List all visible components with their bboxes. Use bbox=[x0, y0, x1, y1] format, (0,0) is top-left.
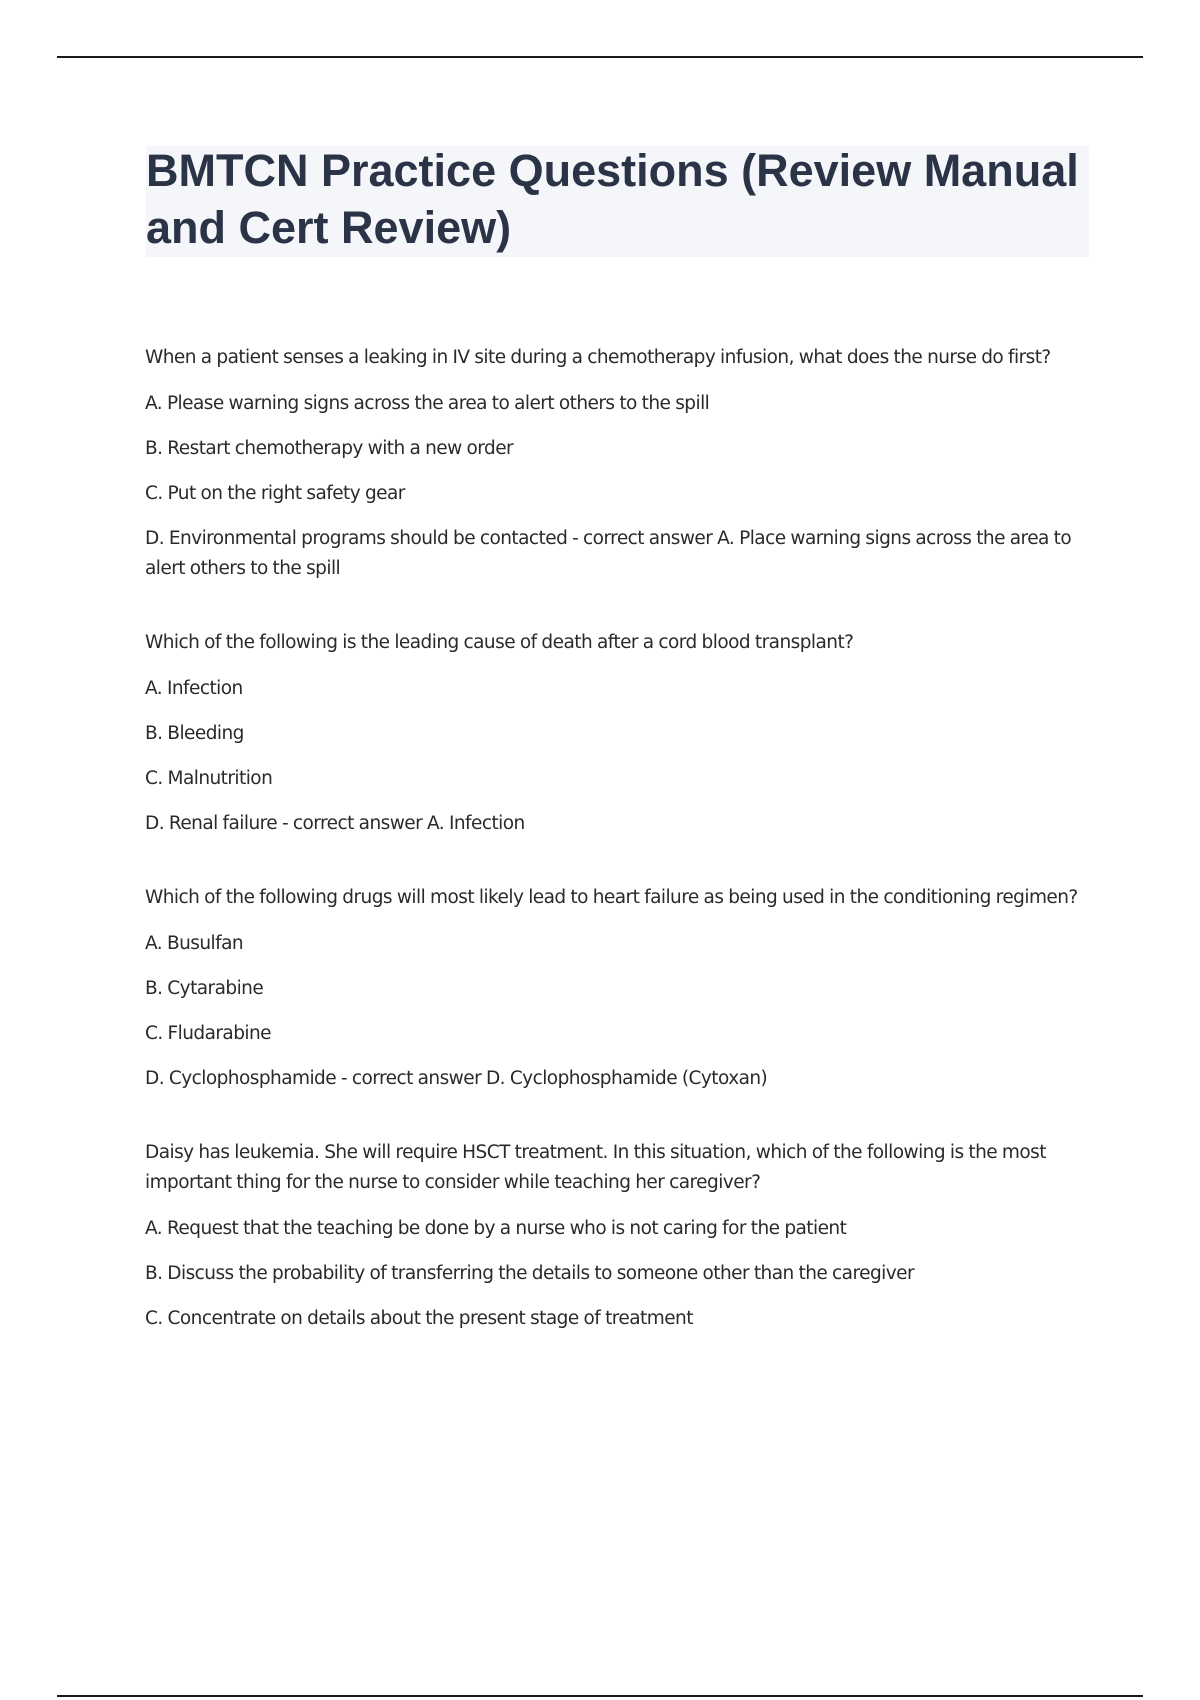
answer-option: A. Request that the teaching be done by a nurse who is not caring for the patient bbox=[145, 1218, 847, 1239]
answer-option: B. Discuss the probability of transferring the details to someone other than the caregiver bbox=[145, 1263, 915, 1284]
answer-option: B. Cytarabine bbox=[145, 978, 264, 999]
answer-option: A. Busulfan bbox=[145, 933, 244, 954]
bottom-rule bbox=[57, 1695, 1143, 1697]
question-block-2 bbox=[145, 628, 1085, 839]
question-block-3 bbox=[145, 883, 1085, 1094]
answer-option-with-key: D. Cyclophosphamide - correct answer D. Cyclophosphamide (Cytoxan) bbox=[145, 1068, 768, 1089]
question-text: Daisy has leukemia. She will require HSCT treatment. In this situation, which of the following is the most important thing for the nurse to consider while teaching her caregiver? bbox=[145, 1142, 1046, 1193]
question-block-4 bbox=[145, 1138, 1085, 1334]
question-list bbox=[145, 343, 1085, 1378]
answer-option: A. Infection bbox=[145, 678, 243, 699]
question-text: Which of the following is the leading cause of death after a cord blood transplant? bbox=[145, 632, 854, 653]
answer-option-with-key: D. Renal failure - correct answer A. Infection bbox=[145, 813, 525, 834]
answer-option: B. Restart chemotherapy with a new order bbox=[145, 438, 514, 459]
answer-option: C. Fludarabine bbox=[145, 1023, 271, 1044]
answer-option: B. Bleeding bbox=[145, 723, 244, 744]
answer-option: A. Please warning signs across the area to alert others to the spill bbox=[145, 393, 710, 414]
question-text: Which of the following drugs will most likely lead to heart failure as being used in the conditioning regimen? bbox=[145, 887, 1078, 908]
question-block-1 bbox=[145, 343, 1085, 584]
question-text: When a patient senses a leaking in IV site during a chemotherapy infusion, what does the nurse do first? bbox=[145, 347, 1051, 368]
answer-option: C. Put on the right safety gear bbox=[145, 483, 405, 504]
answer-option: C. Concentrate on details about the present stage of treatment bbox=[145, 1308, 693, 1329]
top-rule bbox=[57, 56, 1143, 58]
answer-option-with-key: D. Environmental programs should be contacted - correct answer A. Place warning signs across the area to alert others to the spill bbox=[145, 528, 1072, 579]
answer-option: C. Malnutrition bbox=[145, 768, 273, 789]
document-title: BMTCN Practice Questions (Review Manual and Cert Review) bbox=[146, 145, 1079, 253]
